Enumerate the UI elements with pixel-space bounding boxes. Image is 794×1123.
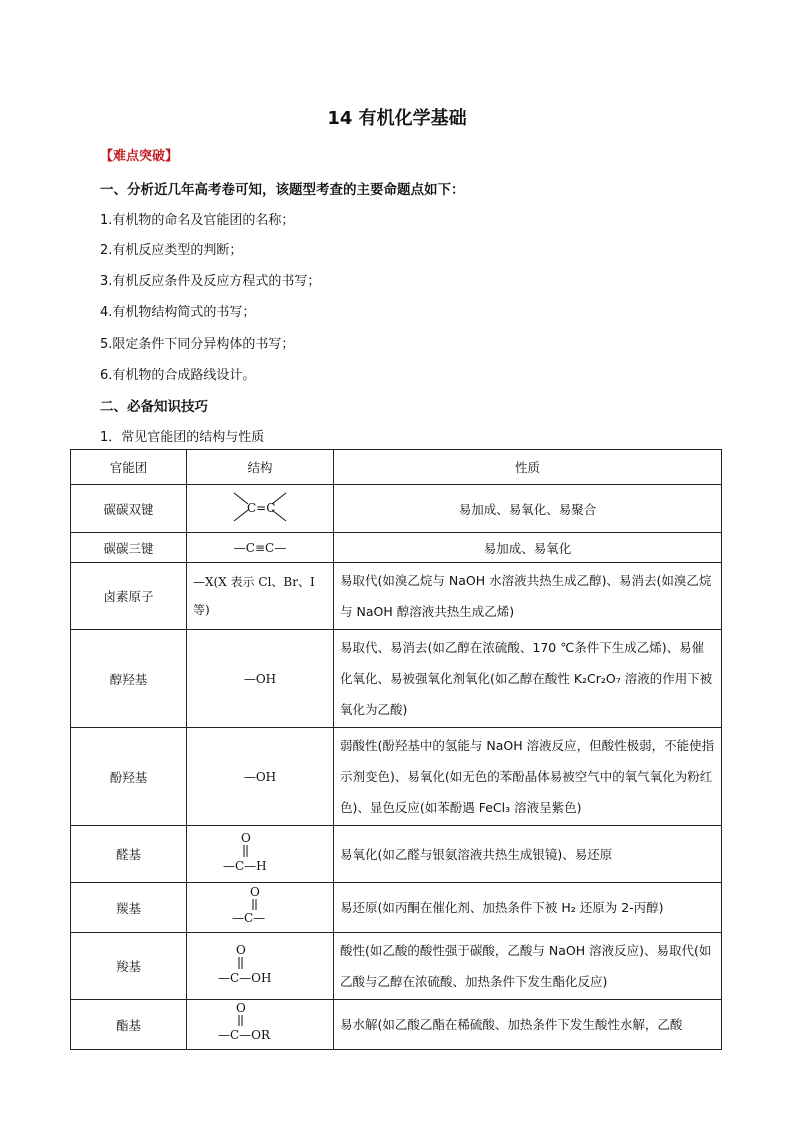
table-row [71,826,722,883]
group-structure [187,1000,334,1050]
list-item: 6.有机物的合成路线设计。 [100,368,256,383]
group-property: 易取代、易消去(如乙醇在浓硫酸、170 ℃条件下生成乙烯)、易催化氧化、易被强氧化剂氧化(如乙醇在酸性 K₂Cr₂O₇ 溶液的作用下被氧化为乙酸) [334,630,722,728]
table-row [71,933,722,1000]
group-structure: —X(X 表示 Cl、Br、I 等) [187,563,334,630]
section2-heading: 二、必备知识技巧 [100,399,208,415]
oxygen-atom: O [241,830,251,845]
carboxyl-structure [210,942,310,988]
page-title: 14 有机化学基础 [327,108,467,129]
group-name: 醛基 [71,826,187,883]
oxygen-atom: O [236,1002,246,1015]
group-name: 羧基 [71,933,187,1000]
group-name: 卤素原子 [71,563,187,630]
group-property: 易取代(如溴乙烷与 NaOH 水溶液共热生成乙醇)、易消去(如溴乙烷与 NaOH 醇溶液共热生成乙烯) [334,563,722,630]
carbonyl-structure [215,885,305,927]
group-name: 酚羟基 [71,728,187,826]
group-property: 弱酸性(酚羟基中的氢能与 NaOH 溶液反应，但酸性极弱，不能使指示剂变色)、易氧化(如无色的苯酚晶体易被空气中的氧气氧化为粉红色)、显色反应(如苯酚遇 FeCl₃ 溶液呈紫色) [334,728,722,826]
table-header-row [71,450,722,485]
group-property: 易还原(如丙酮在催化剂、加热条件下被 H₂ 还原为 2-丙醇) [334,883,722,933]
structure-label: —C— [232,911,266,925]
header-cell: 性质 [334,450,722,485]
section1-heading: 一、分析近几年高考卷可知，该题型考查的主要命题点如下： [100,182,465,198]
list-item: 1.有机物的命名及官能团的名称； [100,213,295,228]
oxygen-atom: O [250,885,260,899]
aldehyde-structure [215,830,305,876]
list-item: 2.有机反应类型的判断； [100,243,243,258]
group-property: 易水解(如乙酸乙酯在稀硫酸、加热条件下发生酸性水解，乙酸 [334,1000,722,1050]
table-row [71,563,722,630]
table-row [71,883,722,933]
table-row [71,630,722,728]
group-structure [187,933,334,1000]
group-property: 易加成、易氧化 [334,533,722,563]
ester-structure [210,1002,310,1044]
group-name: 醇羟基 [71,630,187,728]
structure-label: —C—OH [218,970,272,985]
section-tag: 【难点突破】 [100,149,179,164]
header-cell: 结构 [187,450,334,485]
group-name: 碳碳三键 [71,533,187,563]
section2-subheading: 1．常见官能团的结构与性质 [100,430,265,445]
table-row [71,728,722,826]
structure-label: —C—OR [218,1028,271,1042]
group-property: 易氧化(如乙醛与银氨溶液共热生成银镜)、易还原 [334,826,722,883]
table-row [71,1000,722,1050]
header-cell: 官能团 [71,450,187,485]
group-structure [187,883,334,933]
list-item: 3.有机反应条件及反应方程式的书写； [100,274,321,289]
table-row [71,485,722,533]
group-structure [187,485,334,533]
group-structure: —OH [187,728,334,826]
double-bond-structure [220,487,300,527]
group-name: 酯基 [71,1000,187,1050]
list-item: 5.限定条件下同分异构体的书写； [100,337,295,352]
functional-group-table [70,449,722,1050]
list-item: 4.有机物结构简式的书写； [100,305,256,320]
structure-label: —C—H [223,858,267,873]
group-property: 酸性(如乙酸的酸性强于碳酸，乙酸与 NaOH 溶液反应)、易取代(如乙酸与乙醇在浓硫酸、加热条件下发生酯化反应) [334,933,722,1000]
group-name: 碳碳双键 [71,485,187,533]
group-structure [187,826,334,883]
table-row [71,533,722,563]
group-structure: —C≡C— [187,533,334,563]
group-name: 羰基 [71,883,187,933]
oxygen-atom: O [236,942,246,957]
group-structure: —OH [187,630,334,728]
group-property: 易加成、易氧化、易聚合 [334,485,722,533]
structure-label: C=C [247,501,276,515]
